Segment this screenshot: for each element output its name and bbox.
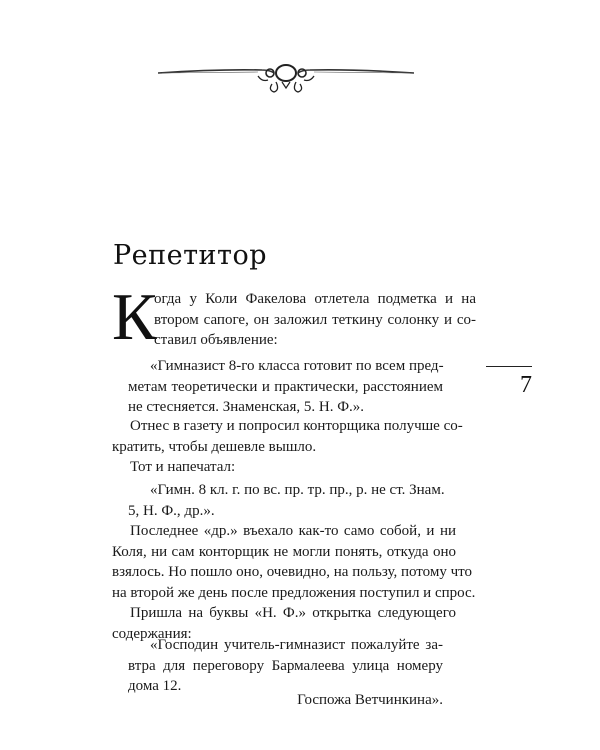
text-line: огда у Коли Факелова отлетела подметка и на: [154, 291, 476, 307]
text-line: Тот и напечатал:: [130, 459, 236, 475]
ornament-divider: [158, 58, 414, 96]
page-number: 7: [520, 372, 532, 398]
text-line: на второй же день после предложения поступил и спрос.: [112, 584, 476, 601]
text-line: 5, Н. Ф., др.».: [128, 502, 215, 519]
intro-paragraph: [154, 289, 476, 330]
intro-paragraph-end: [154, 330, 476, 351]
text-line: ставил объявление:: [154, 332, 278, 348]
paragraph-newspaper: [112, 416, 463, 478]
text-line: Пришла на буквы «Н. Ф.» открытка следующего: [130, 605, 456, 621]
page-number-rule: [486, 366, 532, 367]
text-line: «Гимназист 8-го класса готовит по всем пред-: [150, 358, 444, 374]
text-line: втором сапоге, он заложил теткину солонку и со-: [154, 311, 476, 328]
text-line: «Господин учитель-гимназист пожалуйте за-: [150, 637, 443, 653]
advertisement-quote: [128, 356, 443, 418]
drop-cap: К: [112, 280, 157, 354]
letter-quote: [128, 635, 443, 697]
letter-signature: [286, 690, 443, 711]
text-line: Коля, ни сам конторщик не могли понять, откуда оно: [112, 543, 456, 560]
text-line: Последнее «др.» въехало как-то само собой, и ни: [130, 523, 456, 539]
section-title: Репетитор: [113, 240, 268, 271]
text-line: метам теоретически и практически, расстоянием: [128, 378, 443, 395]
text-line: втра для переговору Бармалеева улица номеру: [128, 657, 443, 674]
abbreviated-ad-quote: [128, 480, 443, 521]
text-line: взялось. Но пошло оно, очевидно, на пользу, потому что: [112, 564, 473, 580]
text-line: Госпожа Ветчинкина».: [297, 692, 443, 708]
text-line: не стесняется. Знаменская, 5. Н. Ф.».: [128, 399, 365, 415]
paragraph-explanation: [112, 521, 476, 644]
text-line: кратить, чтобы дешевле вышло.: [112, 438, 317, 455]
text-line: дома 12.: [128, 678, 182, 694]
text-line: Отнес в газету и попросил конторщика получше со-: [130, 418, 463, 434]
text-line: «Гимн. 8 кл. г. по вс. пр. тр. пр., р. не ст. Знам.: [150, 482, 445, 498]
text-line: содержания:: [112, 625, 192, 642]
